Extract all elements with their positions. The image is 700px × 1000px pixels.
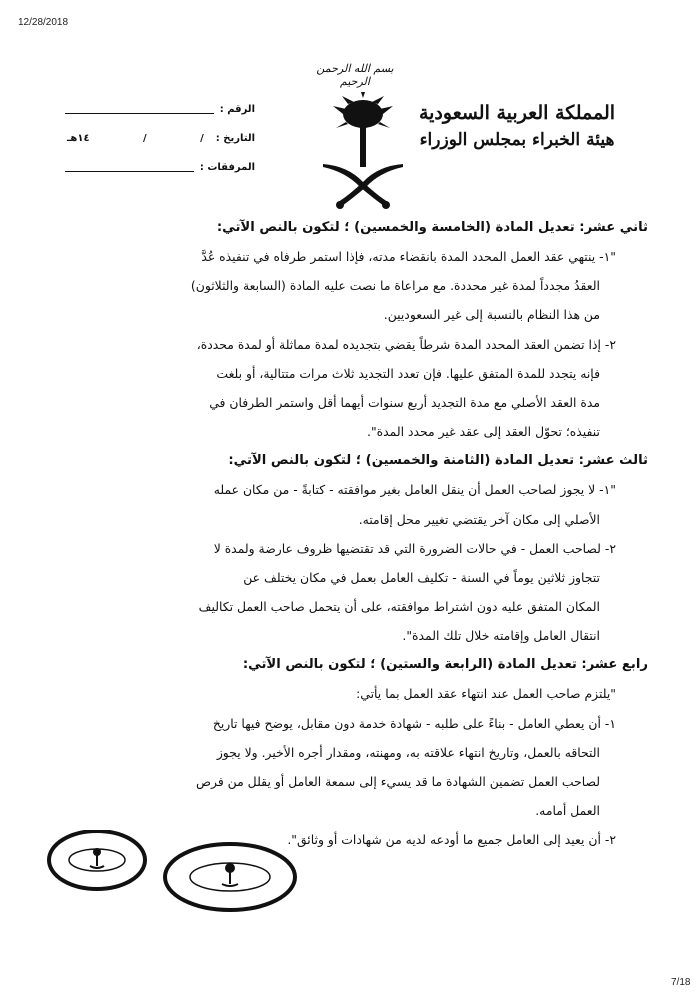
section-heading: ثاني عشر: تعديل المادة (الخامسة والخمسين) ؛ لتكون بالنص الآتي: [216, 220, 648, 235]
attachments-label: المرفقات : [199, 162, 255, 173]
text-line: تنفيذه؛ تحوّل العقد إلى عقد غير محدد المدة". [367, 424, 600, 440]
date-slash: / [143, 133, 147, 144]
date-row [65, 124, 255, 153]
date-label: التاريخ : [215, 133, 255, 144]
text-line: ٢- لصاحب العمل - في حالات الضرورة التي قد تقتضيها ظروف عارضة ولمدة لا [213, 540, 616, 556]
paragraph [30, 475, 648, 533]
stamp-experts-commission [165, 844, 295, 910]
text-line: الأصلي إلى مكان آخر يقتضي تغيير محل إقامته. [358, 511, 600, 527]
text-line: "يلتزم صاحب العمل عند انتهاء عقد العمل بما يأتي: [356, 686, 616, 702]
text-line: "١- ينتهي عقد العمل المحدد المدة بانقضاء مدته، فإذا استمر طرفاه في تنفيذه عُدَّ [201, 249, 616, 264]
date-hijri-suffix: ١٤هـ [67, 133, 90, 144]
text-line: انتقال العامل وإقامته خلال تلك المدة". [402, 628, 600, 644]
kingdom-name: المملكة العربية السعودية [418, 102, 616, 124]
paragraph [30, 709, 648, 826]
letter-metadata [65, 95, 255, 182]
saudi-emblem-icon [318, 92, 408, 212]
attachments-line [65, 163, 194, 172]
text-line: المكان المتفق عليه دون اشتراط موافقته، على أن يتحمل صاحب العمل تكاليف [198, 599, 600, 615]
stamp-secretariat [49, 831, 145, 889]
attachments-row [65, 153, 255, 182]
text-line: "١- لا يجوز لصاحب العمل أن ينقل العامل بغير موافقته - كتابةً - من مكان عمله [213, 482, 616, 498]
text-line: ١- أن يعطي العامل - بناءً على طلبه - شهادة خدمة دون مقابل، يوضح فيها تاريخ [212, 715, 616, 731]
text-line: ٢- إذا تضمن العقد المحدد المدة شرطاً يقضي بتجديده لمدة مماثلة أو لمدة محددة، [196, 336, 616, 352]
text-line: فإنه يتجدد للمدة المتفق عليها. فإن تعدد التجديد ثلاث مرات متتالية، أو بلغت [216, 365, 600, 381]
document-body [30, 213, 648, 855]
date-field [65, 133, 204, 144]
paragraph [30, 679, 648, 708]
text-line: مدة العقد الأصلي مع مدة التجديد أربع سنوات أيهما أقل واستمر الطرفان في [209, 394, 600, 410]
section-heading: ثالث عشر: تعديل المادة (الثامنة والخمسين) ؛ لتكون بالنص الآتي: [228, 453, 648, 469]
paragraph [30, 242, 648, 330]
official-stamps [40, 830, 300, 930]
agency-name: هيئة الخبراء بمجلس الوزراء [419, 130, 615, 150]
ref-line [65, 105, 214, 114]
basmala: بسم الله الرحمن الرحيم [316, 62, 394, 88]
paragraph [30, 534, 648, 651]
text-line: ٢- أن يعيد إلى العامل جميع ما أودعه لديه من شهادات أو وثائق". [287, 832, 616, 848]
page-number: 7/18 [671, 977, 691, 988]
text-line: التحاقه بالعمل، وتاريخ انتهاء علاقته به، ومهنته، ومقدار أجره الأخير. ولا يجوز [216, 744, 600, 760]
paragraph [30, 330, 648, 447]
section-heading: رابع عشر: تعديل المادة (الرابعة والستين) ؛ لتكون بالنص الآتي: [242, 657, 648, 673]
ref-row [65, 95, 255, 124]
text-line: من هذا النظام بالنسبة إلى غير السعوديين. [383, 307, 600, 323]
text-line: لصاحب العمل تضمين الشهادة ما قد يسيء إلى سمعة العامل أو يقلل من فرص [196, 774, 600, 789]
text-line: العقدُ مجدداً لمدة غير محددة. مع مراعاة ما نصت عليه المادة (السابعة والثلاثون) [190, 278, 600, 294]
letterhead-organization [402, 99, 632, 153]
text-line: تتجاوز ثلاثين يوماً في السنة - تكليف العامل بعمل في مكان يختلف عن [243, 569, 600, 585]
date-slash: / [200, 133, 204, 144]
text-line: العمل أمامه. [535, 803, 600, 819]
print-date: 12/28/2018 [18, 17, 69, 28]
ref-label: الرقم : [219, 104, 255, 115]
